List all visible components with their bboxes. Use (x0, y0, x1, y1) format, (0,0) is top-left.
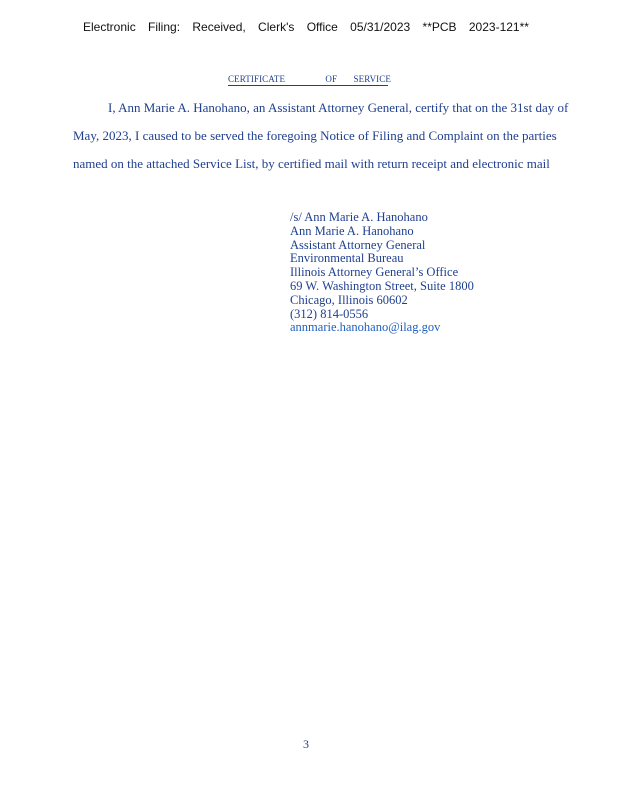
signer-name: Ann Marie A. Hanohano (290, 223, 414, 238)
title-word-service: SERVICE (353, 74, 391, 84)
certificate-body-line-3: named on the attached Service List, by certified mail with return receipt and electronic mail (73, 156, 550, 171)
signature-block (290, 211, 474, 335)
signer-email-link[interactable]: annmarie.hanohano@ilag.gov (290, 320, 441, 335)
signer-role: Assistant Attorney General (290, 237, 426, 252)
title-word-certificate: CERTIFICATE (228, 74, 286, 84)
title-word-of: OF (325, 74, 338, 84)
filing-stamp-header: Electronic Filing: Received, Clerk's Office 05/31/2023 **PCB 2023-121** (83, 20, 529, 34)
certificate-body-line-1: I, Ann Marie A. Hanohano, an Assistant Attorney General, certify that on the 31st day of (108, 100, 569, 115)
signer-city: Chicago, Illinois 60602 (290, 292, 408, 307)
page-number: 3 (303, 737, 309, 751)
signer-bureau: Environmental Bureau (290, 251, 404, 266)
signer-street: 69 W. Washington Street, Suite 1800 (290, 278, 474, 293)
certificate-body-line-2: May, 2023, I caused to be served the foregoing Notice of Filing and Complaint on the parties (73, 128, 557, 143)
certificate-title (228, 74, 391, 86)
signature-line: /s/ Ann Marie A. Hanohano (290, 210, 428, 224)
signer-phone: (312) 814-0556 (290, 306, 369, 321)
signer-office: Illinois Attorney General’s Office (290, 265, 459, 280)
